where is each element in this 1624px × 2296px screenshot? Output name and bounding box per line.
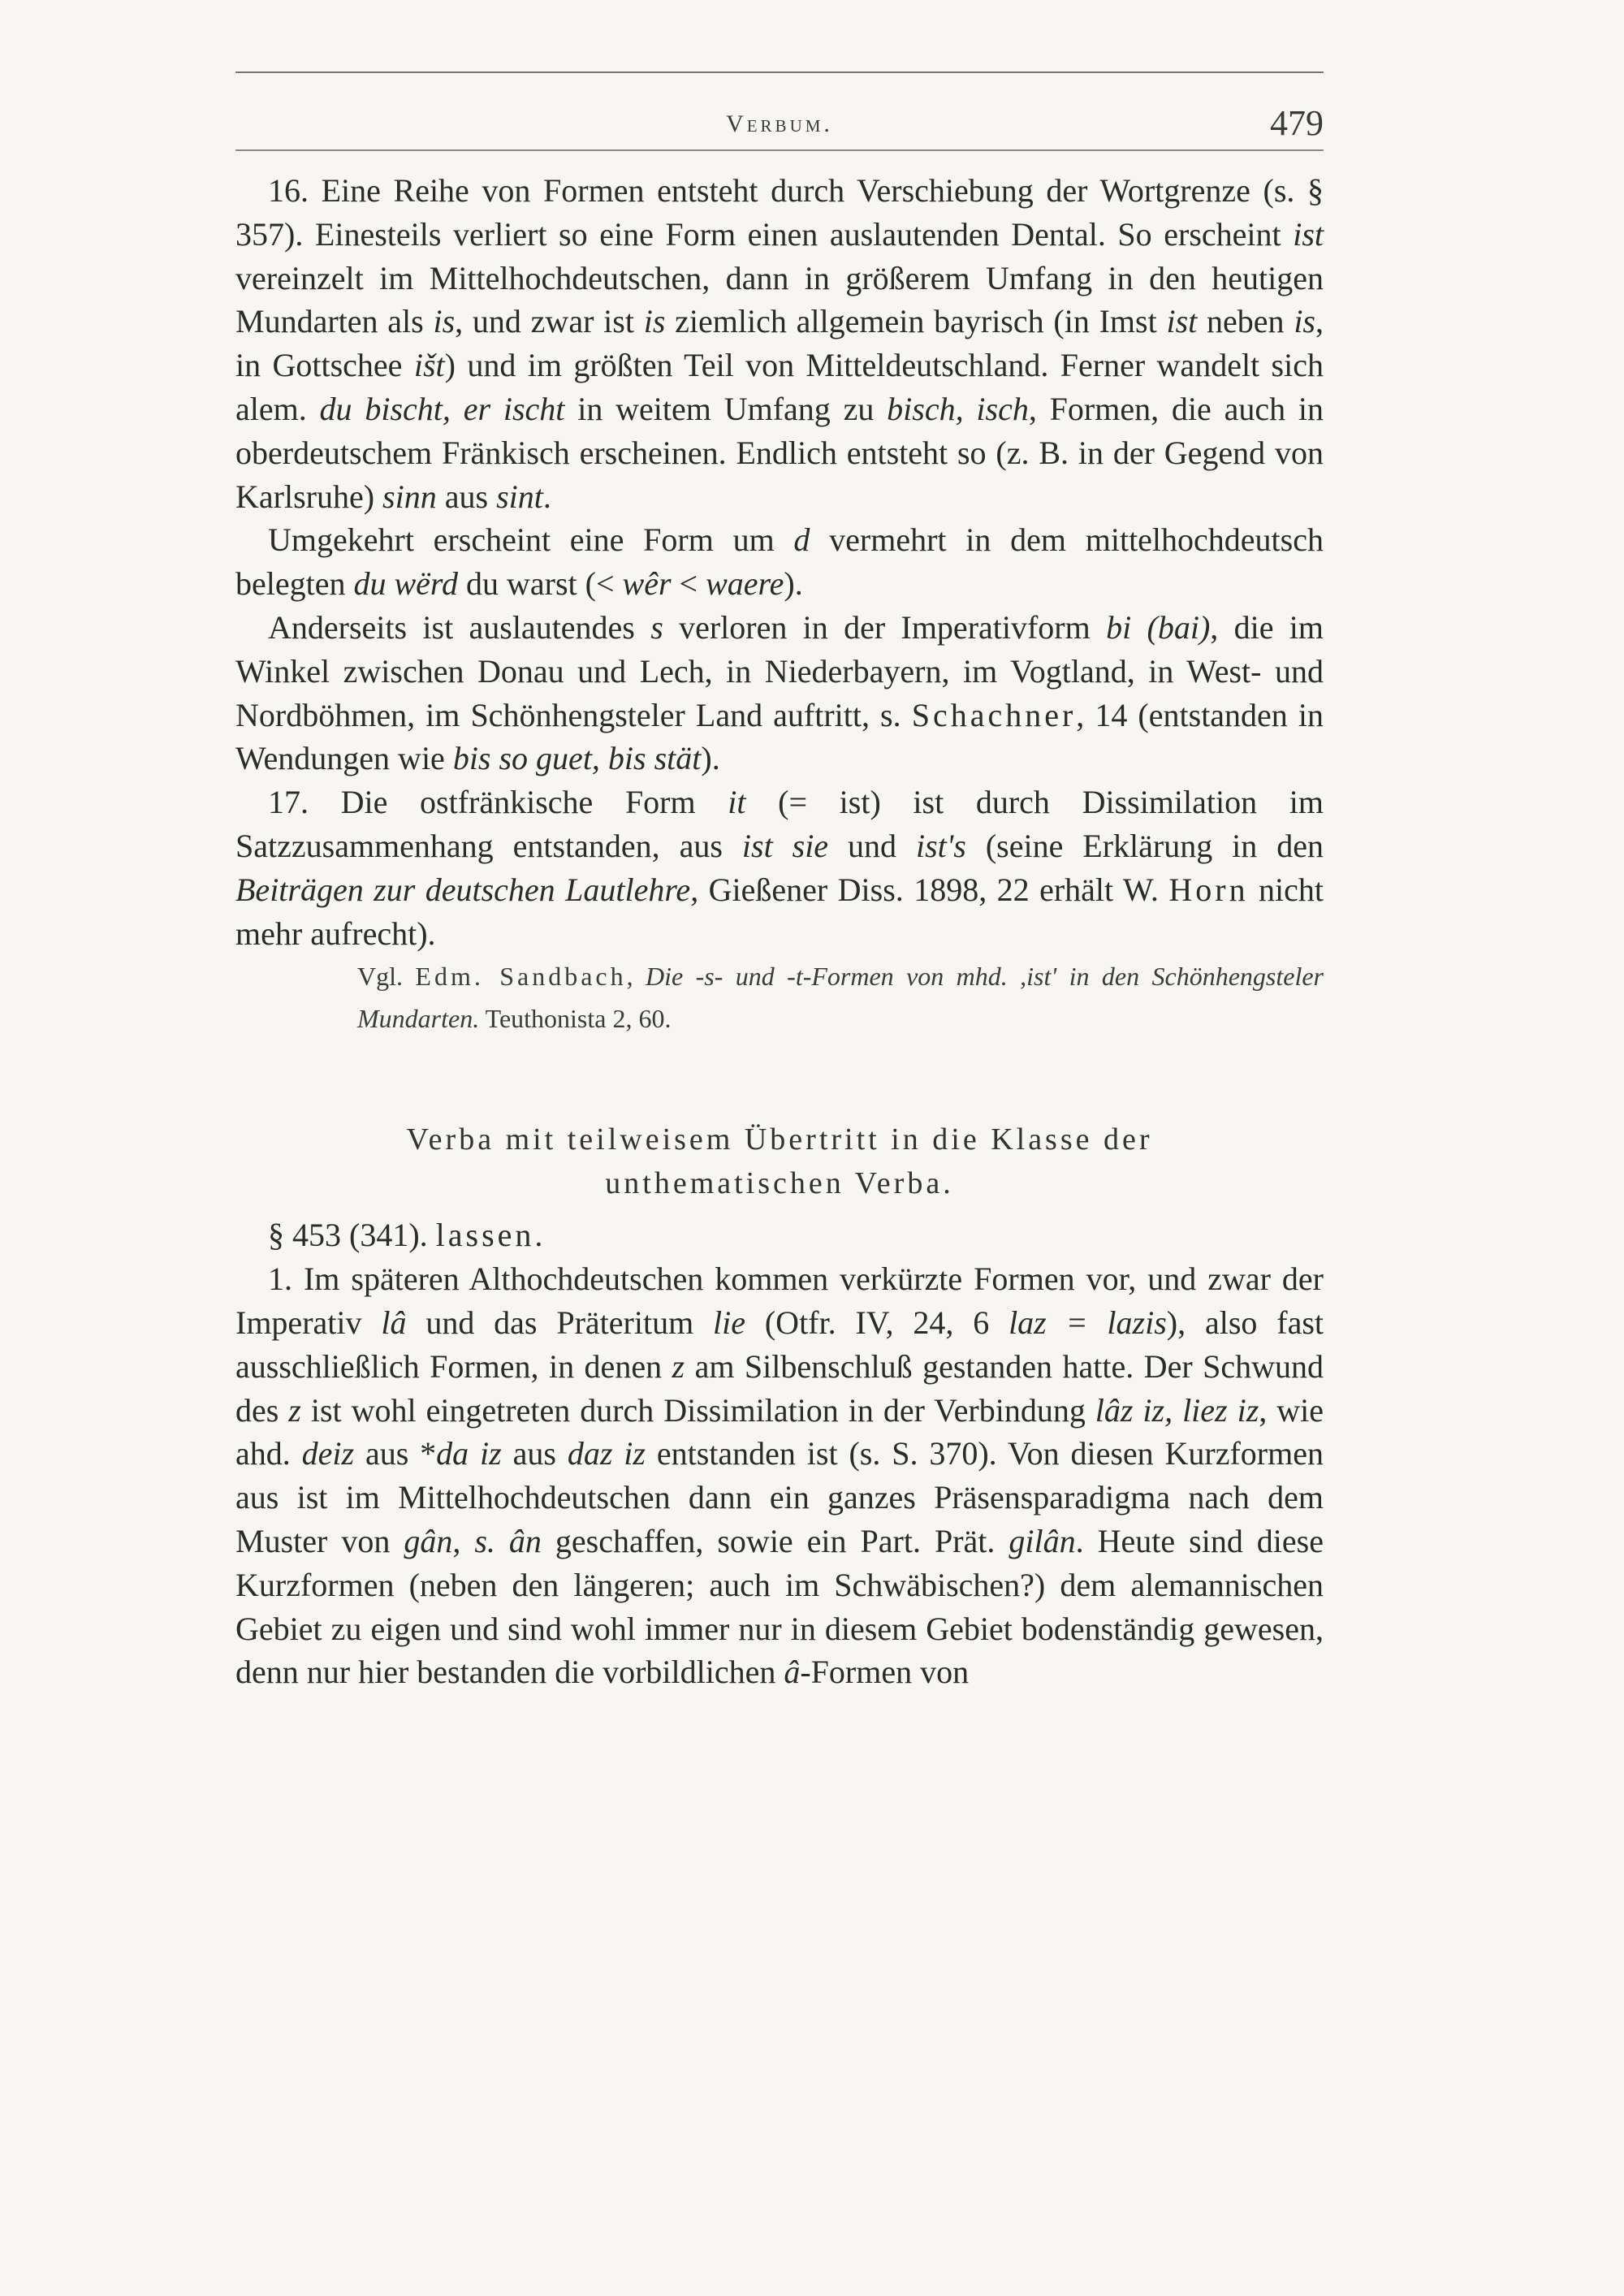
body-text: [235, 169, 1324, 1694]
running-header: [235, 96, 1324, 153]
paragraph-16-reverse: Umgekehrt erscheint eine Form um d vermehrt in dem mittelhochdeutsch belegten du wërd du warst (< wêr < waere).: [235, 521, 1324, 603]
section-title: lassen.: [435, 1217, 546, 1254]
author-name: Edm. Sandbach: [415, 962, 627, 992]
paragraph-16-imperative: Anderseits ist auslautendes s verloren in der Imperativform bi (bai), die im Winkel zwischen Donau und Lech, in Niederbayern, im Vogtland, in West- und Nordböhmen, im Schönhengsteler Land auftritt, s. Schachner, 14 (entstanden in Wendungen wie bis so guet, bis stät).: [235, 608, 1324, 777]
paragraph-number: 17.: [268, 784, 309, 821]
paragraph-number: 1.: [268, 1260, 292, 1298]
header-rule: [235, 149, 1324, 151]
top-rule: [235, 71, 1324, 73]
paragraph-17: 17. Die ostfränkische Form it (= ist) ist durch Dissimilation im Satzzusammenhang entstanden, aus ist sie und ist's (seine Erklärung in den Beiträgen zur deutschen Lautlehre, Gießener Diss. 1898, 22 erhält W. Horn nicht mehr aufrecht).: [235, 784, 1324, 952]
section-heading: Verba mit teilweisem Übertritt in die Klasse der unthematischen Verba.: [406, 1122, 1153, 1201]
paragraph-1: 1. Im späteren Althochdeutschen kommen verkürzte Formen vor, und zwar der Imperativ lâ und das Präteritum lie (Otfr. IV, 24, 6 laz = lazis), also fast ausschließlich Formen, in denen z am Silbenschluß gestanden hatte. Der Schwund des z ist wohl eingetreten durch Dissimilation in der Verbindung lâz iz, liez iz, wie ahd. deiz aus *da iz aus daz iz entstanden ist (s. S. 370). Von diesen Kurzformen aus ist im Mittelhochdeutschen dann ein ganzes Präsensparadigma nach dem Muster von gân, s. ân geschaffen, sowie ein Part. Prät. gilân. Heute sind diese Kurzformen (neben den längeren; auch im Schwäbischen?) dem alemannischen Gebiet zu eigen und sind wohl immer nur in diesem Gebiet bodenständig gewesen, denn nur hier bestanden die vorbildlichen â-Formen von: [235, 1260, 1324, 1691]
page-number: 479: [1270, 103, 1324, 143]
running-title: Verbum.: [726, 110, 833, 137]
reference-note: Vgl. Edm. Sandbach, Die -s- und -t-Formen von mhd. ,ist' in den Schönhengsteler Mundarten. Teuthonista 2, 60.: [357, 962, 1324, 1034]
paragraph-16: 16. Eine Reihe von Formen entsteht durch Verschiebung der Wortgrenze (s. § 357). Einesteils verliert so eine Form einen auslautenden Dental. So erscheint ist vereinzelt im Mittelhochdeutschen, dann in größerem Umfang in den heutigen Mundarten als is, und zwar ist is ziemlich allgemein bayrisch (in Imst ist neben is, in Gottschee išt) und im größten Teil von Mitteldeutschland. Ferner wandelt sich alem. du bischt, er ischt in weitem Umfang zu bisch, isch, Formen, die auch in oberdeutschem Fränkisch erscheinen. Endlich entsteht so (z. B. in der Gegend von Karlsruhe) sinn aus sint.: [235, 172, 1324, 515]
paragraph-number: 16.: [268, 172, 309, 209]
author-name: Schachner: [911, 696, 1077, 733]
section-label: § 453 (341). lassen.: [268, 1217, 546, 1254]
author-name: Horn: [1168, 871, 1249, 908]
